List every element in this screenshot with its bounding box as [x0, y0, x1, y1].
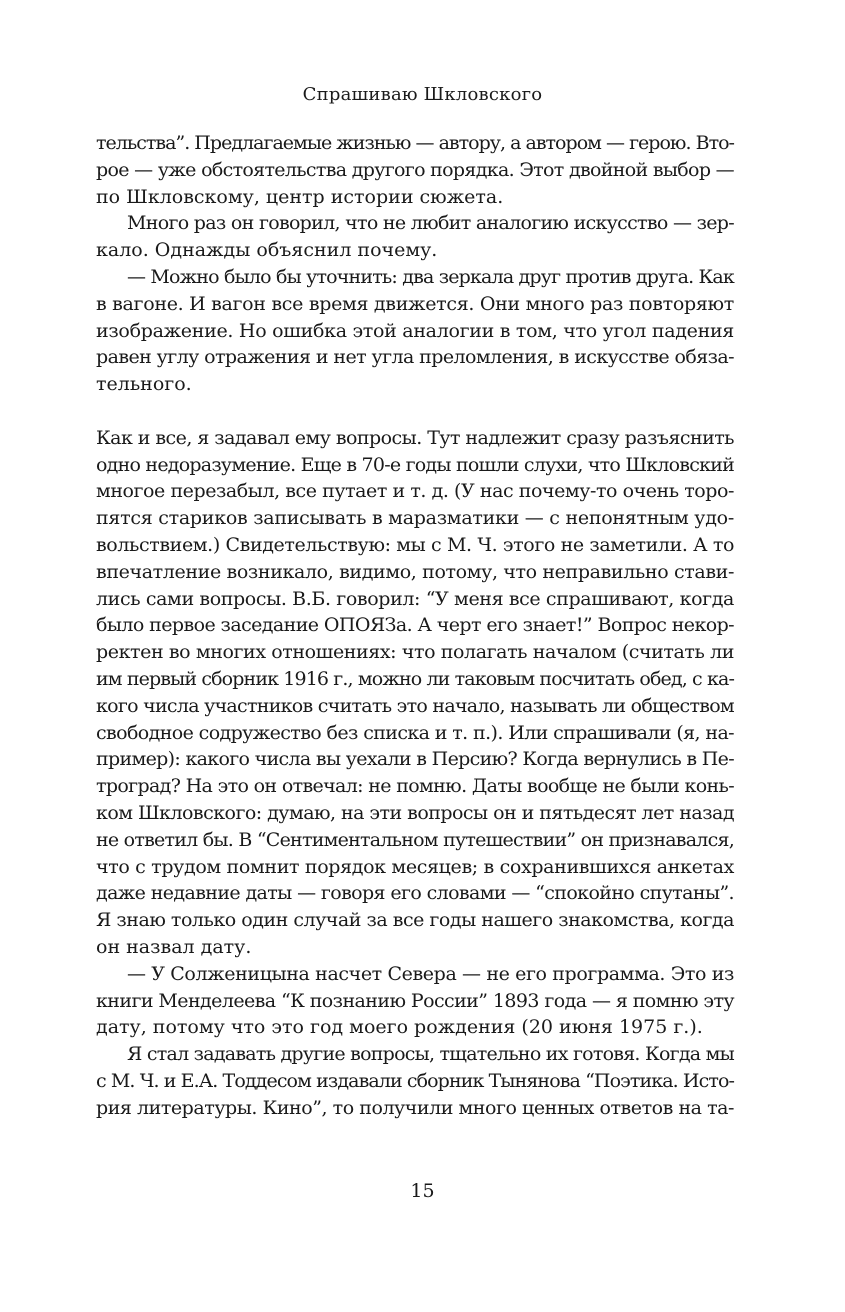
text-line: он назвал дату.: [96, 935, 252, 958]
text-line: троград? На это он отвечал: не помню. Даты вообще не были конь-: [96, 775, 734, 798]
text-line: — Можно было бы уточнить: два зеркала друг против друга. Как: [127, 265, 734, 288]
text-line: многое перезабыл, все путает и т. д. (У нас почему-то очень торо-: [96, 480, 734, 503]
text-line: пример): какого числа вы уехали в Персию? Когда вернулись в Пе-: [96, 748, 734, 771]
text-line: изображение. Но ошибка этой аналогии в том, что угол падения: [96, 319, 734, 342]
text-line: вольствием.) Свидетельствую: мы с М. Ч. этого не заметили. А то: [96, 533, 734, 556]
text-line: по Шкловскому, центр истории сюжета.: [96, 185, 504, 208]
text-line: Я стал задавать другие вопросы, тщательно их готовя. Когда мы: [127, 1043, 734, 1066]
text-line: равен углу отражения и нет угла преломления, в искусстве обяза-: [96, 346, 734, 369]
text-line: лись сами вопросы. В.Б. говорил: “У меня все спрашивают, когда: [96, 587, 734, 610]
text-line: пятся стариков записывать в маразматики — с непонятным удо-: [96, 507, 734, 530]
text-line: Я знаю только один случай за все годы нашего знакомства, когда: [96, 909, 734, 932]
text-line: впечатление возникало, видимо, потому, что неправильно стави-: [96, 560, 734, 583]
text-line: рое — уже обстоятельства другого порядка. Этот двойной выбор —: [96, 158, 734, 181]
text-line: даже недавние даты — говоря его словами — “спокойно спутаны”.: [96, 882, 734, 905]
page-number: 15: [410, 1180, 435, 1202]
text-line: с М. Ч. и Е.А. Тоддесом издавали сборник Тынянова “Поэтика. Исто-: [96, 1069, 734, 1092]
text-line: рия литературы. Кино”, то получили много ценных ответов на та-: [96, 1096, 734, 1119]
text-line: дату, потому что это год моего рождения (20 июня 1975 г.).: [96, 1016, 703, 1039]
text-line: ком Шкловского: думаю, на эти вопросы он и пятьдесят лет назад: [96, 801, 734, 824]
body-text: [96, 130, 734, 1121]
text-line: Много раз он говорил, что не любит аналогию искусство — зер-: [127, 212, 734, 235]
text-line: тельства”. Предлагаемые жизнью — автору, а автором — герою. Вто-: [96, 132, 734, 154]
text-line: — У Солженицына насчет Севера — не его программа. Это из: [127, 962, 734, 985]
text-line: кало. Однажды объяснил почему.: [96, 239, 438, 262]
paragraph-gap: [96, 398, 734, 425]
text-line: Как и все, я задавал ему вопросы. Тут надлежит сразу разъяснить: [96, 426, 734, 449]
text-line: книги Менделеева “К познанию России” 1893 года — я помню эту: [96, 989, 734, 1012]
text-line: свободное содружество без списка и т. п.). Или спрашивали (я, на-: [96, 721, 734, 744]
running-title: Спрашиваю Шкловского: [302, 84, 543, 105]
text-line: что с трудом помнит порядок месяцев; в сохранившихся анкетах: [96, 855, 734, 878]
text-line: кого числа участников считать это начало, называть ли обществом: [96, 694, 734, 717]
text-line: не ответил бы. В “Сентиментальном путешествии” он признавался,: [96, 828, 734, 851]
text-line: ректен во многих отношениях: что полагать началом (считать ли: [96, 641, 734, 664]
text-line: в вагоне. И вагон все время движется. Они много раз повторяют: [96, 292, 734, 315]
text-line: им первый сборник 1916 г., можно ли таковым посчитать обед, с ка-: [96, 667, 734, 690]
text-line: было первое заседание ОПОЯЗа. А черт его знает!” Вопрос некор-: [96, 614, 734, 637]
text-line: тельного.: [96, 373, 192, 396]
text-line: одно недоразумение. Еще в 70-е годы пошли слухи, что Шкловский: [96, 453, 734, 476]
